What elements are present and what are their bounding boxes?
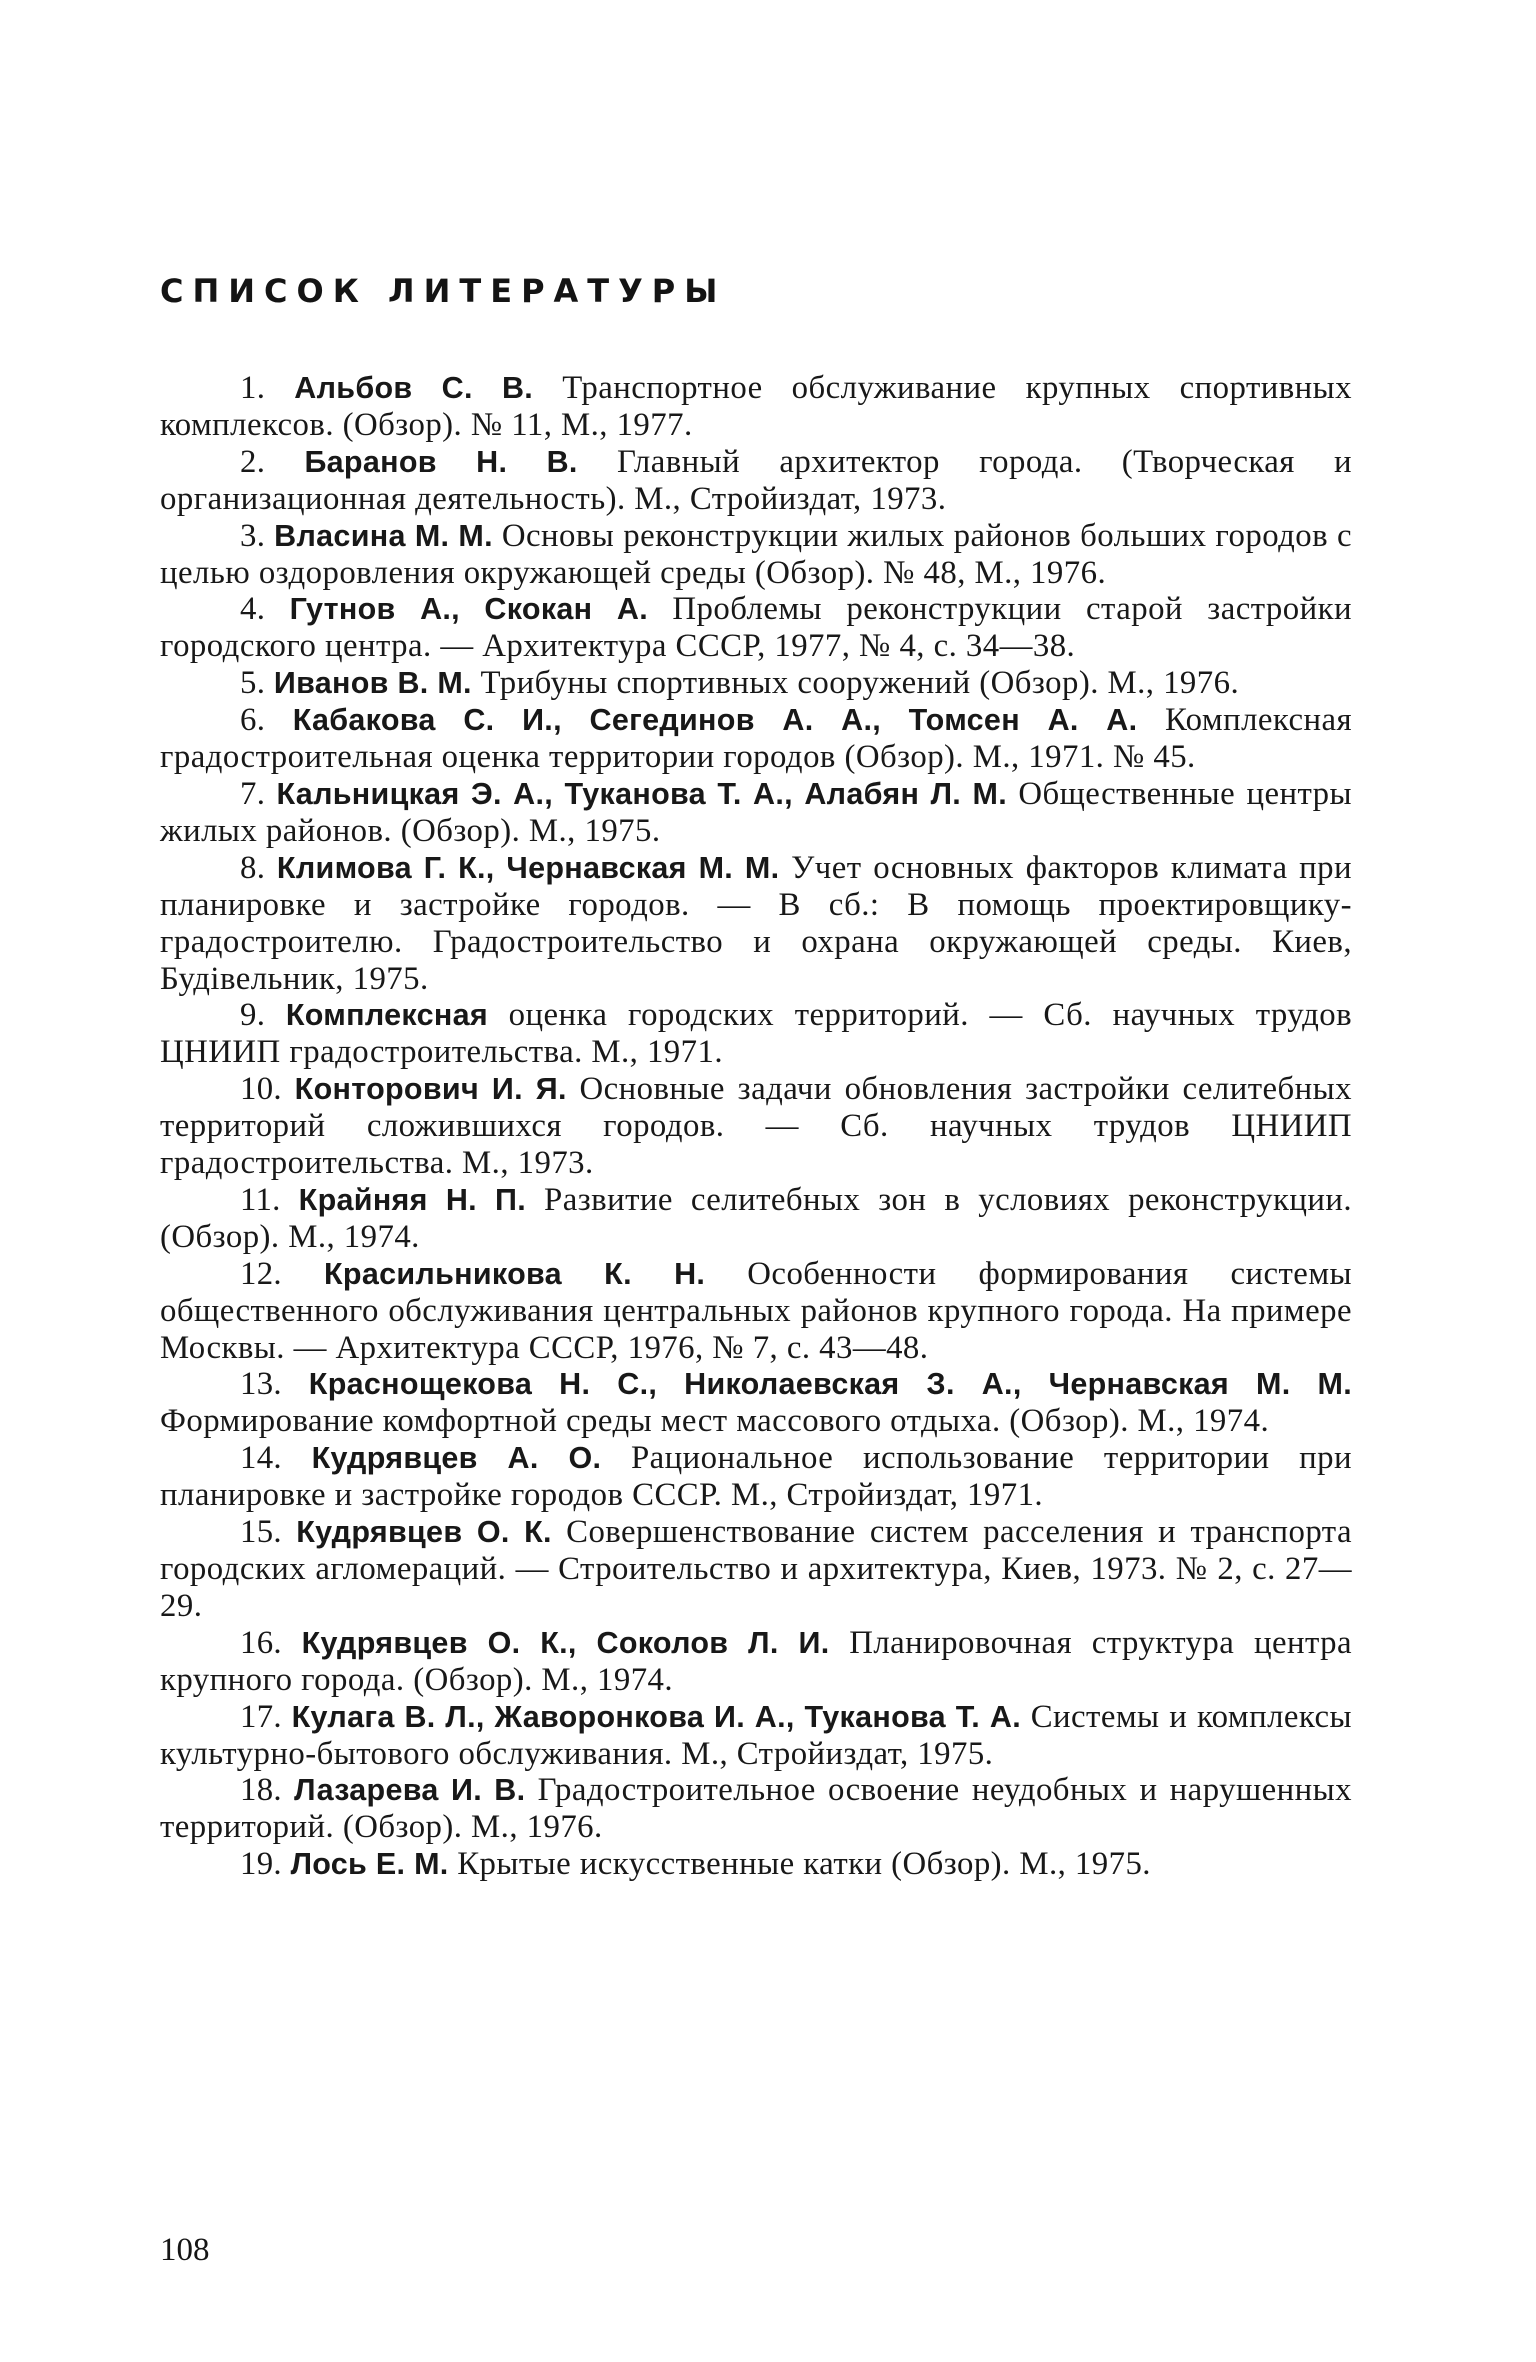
reference-number: 5. (240, 665, 266, 702)
reference-number: 7. (240, 775, 266, 812)
reference-text: Системы и комплексы культурно-бытового обслуживания. М., Стройиздат, 1975. (160, 1698, 1352, 1772)
reference-text: Трибуны спортивных сооружений (Обзор). М., 1976. (480, 665, 1240, 702)
reference-text: Крытые искусственные катки (Обзор). М., 1975. (457, 1846, 1151, 1883)
reference-text: Развитие селитебных зон в условиях реконструкции. (Обзор). М., 1974. (160, 1181, 1352, 1255)
reference-item (160, 1071, 1352, 1182)
reference-authors: Комплексная (285, 998, 488, 1033)
reference-item (160, 1699, 1352, 1773)
reference-authors: Кудрявцев А. О. (311, 1441, 602, 1476)
reference-authors: Кулага В. Л., Жаворонкова И. А., Туканова Т. А. (291, 1699, 1021, 1734)
reference-number: 10. (240, 1071, 282, 1108)
reference-item (160, 1366, 1352, 1440)
reference-number: 17. (240, 1698, 282, 1735)
reference-text: Общественные центры жилых районов. (Обзор). М., 1975. (160, 775, 1352, 849)
reference-item (160, 444, 1352, 518)
reference-authors: Альбов С. В. (294, 371, 534, 405)
reference-authors: Кудрявцев О. К., Соколов Л. И. (301, 1625, 830, 1660)
reference-text: Транспортное обслуживание крупных спортивных комплексов. (Обзор). № 11, М., 1977. (160, 370, 1353, 443)
reference-text: Планировочная структура центра крупного города. (Обзор). М., 1974. (160, 1624, 1353, 1698)
reference-number: 18. (240, 1772, 282, 1809)
reference-text: Совершенствование систем расселения и транспорта городских агломераций. — Строительство и архитектура, Киев, 1973. № 2, с. 27—29. (160, 1514, 1352, 1624)
reference-text: Особенности формирования системы общественного обслуживания центральных районов крупного города. На примере Москвы. — Архитектура СССР, 1976, № 7, с. 43—48. (160, 1255, 1353, 1366)
reference-number: 9. (240, 997, 266, 1034)
reference-number: 6. (240, 702, 266, 739)
reference-authors: Краснощекова Н. С., Николаевская З. А., Чернавская М. М. (308, 1367, 1352, 1402)
reference-item (160, 1514, 1352, 1625)
reference-text: Основы реконструкции жилых районов больших городов с целью оздоровления окружающей среды (Обзор). № 48, М., 1976. (160, 517, 1352, 591)
reference-text: Главный архитектор города. (Творческая и организационная деятельность). М., Стройиздат, 1973. (160, 443, 1353, 517)
reference-number: 11. (240, 1181, 281, 1218)
reference-authors: Лазарева И. В. (294, 1773, 526, 1808)
reference-item (160, 518, 1352, 592)
reference-item (160, 997, 1352, 1071)
reference-authors: Климова Г. К., Чернавская М. М. (276, 850, 780, 885)
reference-item (160, 850, 1352, 998)
reference-authors: Кабакова С. И., Сегединов А. А., Томсен А. А. (292, 703, 1138, 738)
reference-item (160, 370, 1352, 444)
reference-item (160, 1256, 1352, 1367)
reference-item (160, 1440, 1352, 1514)
reference-number: 16. (240, 1624, 282, 1661)
reference-authors: Лось Е. М. (290, 1847, 449, 1882)
reference-text: Градостроительное освоение неудобных и нарушенных территорий. (Обзор). М., 1976. (160, 1772, 1353, 1846)
reference-authors: Кудрявцев О. К. (296, 1515, 552, 1550)
reference-authors: Иванов В. М. (273, 666, 472, 701)
reference-number: 3. (240, 517, 266, 554)
reference-item (160, 665, 1352, 702)
reference-authors: Кальницкая Э. А., Туканова Т. А., Алабян Л. М. (276, 776, 1007, 811)
reference-authors: Баранов Н. В. (304, 444, 578, 479)
reference-number: 1. (240, 370, 266, 406)
reference-number: 13. (240, 1366, 282, 1403)
reference-number: 12. (240, 1255, 282, 1292)
reference-authors: Гутнов А., Скокан А. (289, 592, 648, 627)
reference-text: Основные задачи обновления застройки селитебных территорий сложившихся городов. — Сб. научных трудов ЦНИИП градостроительства. М., 1973. (160, 1071, 1353, 1182)
reference-item (160, 1772, 1352, 1846)
reference-text: Учет основных факторов климата при планировке и застройке городов. — В сб.: В помощь проектировщику-градостроителю. Градостроительство и охрана окружающей среды. Киев, Будівельник, 1975. (160, 849, 1353, 997)
reference-authors: Власина М. М. (274, 518, 493, 553)
reference-text: Проблемы реконструкции старой застройки городского центра. — Архитектура СССР, 1977, № 4, с. 34—38. (160, 591, 1352, 665)
reference-number: 8. (240, 849, 266, 886)
reference-text: Комплексная градостроительная оценка территории городов (Обзор). М., 1971. № 45. (160, 702, 1353, 776)
reference-item (160, 776, 1352, 850)
reference-authors: Красильникова К. Н. (324, 1256, 706, 1291)
reference-number: 4. (240, 591, 266, 628)
page-heading: СПИСОК ЛИТЕРАТУРЫ (160, 272, 727, 310)
reference-item (160, 1625, 1352, 1699)
reference-item (160, 591, 1352, 665)
reference-authors: Конторович И. Я. (294, 1072, 567, 1107)
reference-authors: Крайняя Н. П. (298, 1182, 527, 1217)
page-number: 108 (160, 2232, 210, 2268)
reference-text: оценка городских территорий. — Сб. научных трудов ЦНИИП градостроительства. М., 1971. (160, 997, 1352, 1071)
reference-number: 19. (240, 1846, 282, 1883)
reference-text: Формирование комфортной среды мест массового отдыха. (Обзор). М., 1974. (160, 1403, 1270, 1440)
reference-number: 15. (240, 1514, 282, 1551)
reference-item (160, 1846, 1352, 1883)
reference-item (160, 1182, 1352, 1256)
reference-item (160, 702, 1352, 776)
reference-list (160, 370, 1352, 1883)
reference-number: 14. (240, 1440, 282, 1477)
reference-number: 2. (240, 443, 266, 480)
reference-text: Рациональное использование территории при планировке и застройке городов СССР. М., Стройиздат, 1971. (160, 1440, 1352, 1514)
